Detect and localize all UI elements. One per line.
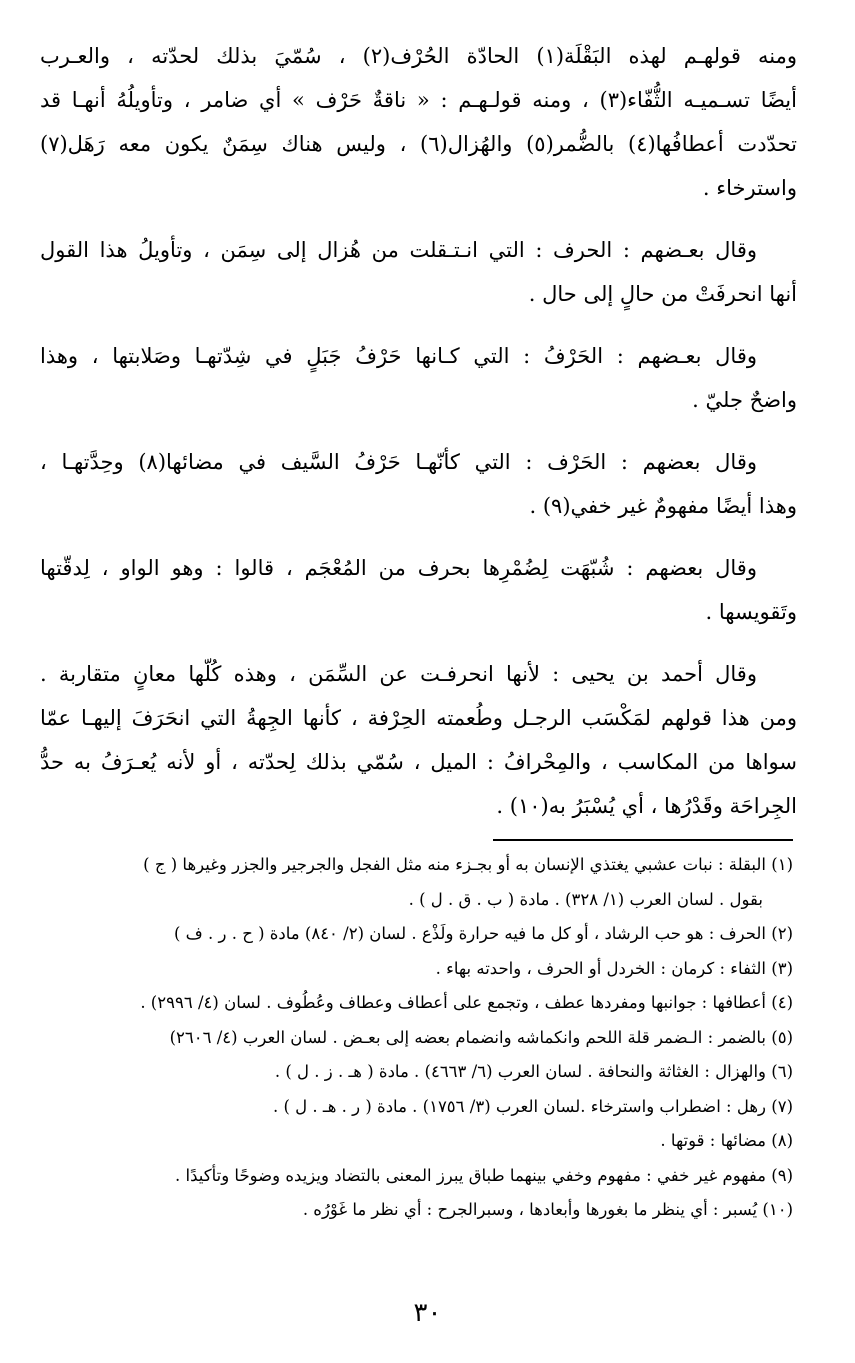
text-line: وقال بعـضهم : الحَرْفُ : التي كـانها حَرْفُ جَبَلٍ في شِدّتهـا وصَلابتها ، وهذا bbox=[40, 344, 757, 368]
footnote: (٧) رهل : اضطراب واسترخاء .لسان العرب (٣/ ١٧٥٦) . مادة ( ر . هـ . ل ) . bbox=[272, 1096, 793, 1116]
text-line: وتَقويسها . bbox=[705, 600, 797, 624]
text-line: الجِراحَة وقَدْرُها ، أي يُسْبَرُ به(١٠) . bbox=[496, 794, 797, 818]
footnote: (١٠) يُسبر : أي ينظر ما بغورها وأبعادها ، وسبرالجرح : أي نظر ما غَوْرُه . bbox=[302, 1200, 793, 1219]
text-line: واسترخاء . bbox=[702, 176, 797, 200]
paragraph bbox=[40, 228, 797, 316]
text-line: وقال بعـضهم : الحرف : التي انـتـقلت من هُزال إلى سِمَن ، وتأويلُ هذا القول bbox=[40, 238, 757, 262]
footnote: (٨) مضائها : قوتها . bbox=[660, 1131, 793, 1150]
text-line: أيضًا تسـميـه الثُّفّاء(٣) ، ومنه قولـهـم : « ناقةٌ حَرْف » أي ضامر ، وتأويلُهُ أنهـا قد bbox=[40, 88, 797, 112]
text-line: وقال بعضهم : الحَرْف : التي كأنّهـا حَرْفُ السَّيف في مضائها(٨) وحِدَّتهـا ، bbox=[40, 450, 757, 474]
footnote: (١) البقلة : نبات عشبي يغتذي الإنسان به أو بجـزء منه مثل الفجل والجرجير والجزر وغيرها ( ج ) bbox=[143, 855, 793, 874]
paragraph bbox=[40, 34, 797, 210]
paragraph bbox=[40, 652, 797, 828]
footnote-divider bbox=[493, 839, 793, 841]
footnotes bbox=[40, 848, 793, 1228]
text-line: واضحٌ جليّ . bbox=[692, 388, 797, 412]
paragraph bbox=[40, 546, 797, 634]
footnote: بقول . لسان العرب (١/ ٣٢٨) . مادة ( ب . ق . ل ) . bbox=[408, 889, 763, 909]
text-line: وقال أحمد بن يحيى : لأنها انحرفـت عن السِّمَن ، وهذه كُلّها معانٍ متقاربة . bbox=[40, 662, 757, 686]
text-line: ومنه قولهـم لهذه البَقْلَة(١) الحادّة الحُرْف(٢) ، سُمّيَ بذلك لحدّته ، والعـرب bbox=[40, 44, 797, 68]
page-number: ٣٠ bbox=[413, 1298, 442, 1328]
footnote: (٥) بالضمر : الـضمر قلة اللحم وانكماشه وانضمام بعضه إلى بعـض . لسان العرب (٤/ ٢٦٠٦) bbox=[169, 1027, 793, 1047]
text-line: وقال بعضهم : شُبّهَت لِضُمْرِها بحرف من المُعْجَم ، قالوا : وهو الواو ، لِدقّتها bbox=[40, 556, 757, 580]
paragraph bbox=[40, 334, 797, 422]
text-line: تحدّدت أعطافُها(٤) بالضُّمر(٥) والهُزال(٦) ، وليس هناك سِمَنٌ يكون معه رَهَل(٧) bbox=[40, 132, 797, 156]
footnote: (٣) الثفاء : كرمان : الخردل أو الحرف ، واحدته بهاء . bbox=[435, 958, 793, 978]
text-line: ومن هذا قولهم لمَكْسَب الرجـل وطُعمته الحِرْفة ، كأنها الجِهةُ التي انحَرَفَ إليهـا عمّا bbox=[40, 706, 797, 730]
footnote: (٦) والهزال : الغثاثة والنحافة . لسان العرب (٦/ ٤٦٦٣) . مادة ( هـ . ز . ل ) . bbox=[274, 1062, 793, 1081]
text-line: أنها انحرفَتْ من حالٍ إلى حال . bbox=[528, 282, 797, 306]
footnote: (٤) أعطافها : جوانبها ومفردها عطف ، وتجمع على أعطاف وعطاف وعُطُوف . لسان (٤/ ٢٩٩٦) . bbox=[140, 993, 793, 1012]
text-line: سواها من المكاسب ، والمِحْرافُ : الميل ، سُمّي بذلك لِحدّته ، أو لأنه يُعـرَفُ به حدُّ bbox=[40, 750, 797, 774]
footnote: (٩) مفهوم غير خفي : مفهوم وخفي بينهما طباق يبرز المعنى بالتضاد ويزيده وضوحًا وتأكيدًا . bbox=[175, 1165, 793, 1185]
text-line: وهذا أيضًا مفهومٌ غير خفي(٩) . bbox=[529, 494, 797, 518]
footnote: (٢) الحرف : هو حب الرشاد ، أو كل ما فيه حرارة ولَذْع . لسان (٢/ ٨٤٠) مادة ( ح . ر . ف ) bbox=[173, 924, 793, 943]
paragraph bbox=[40, 440, 797, 528]
main-text bbox=[40, 34, 797, 846]
